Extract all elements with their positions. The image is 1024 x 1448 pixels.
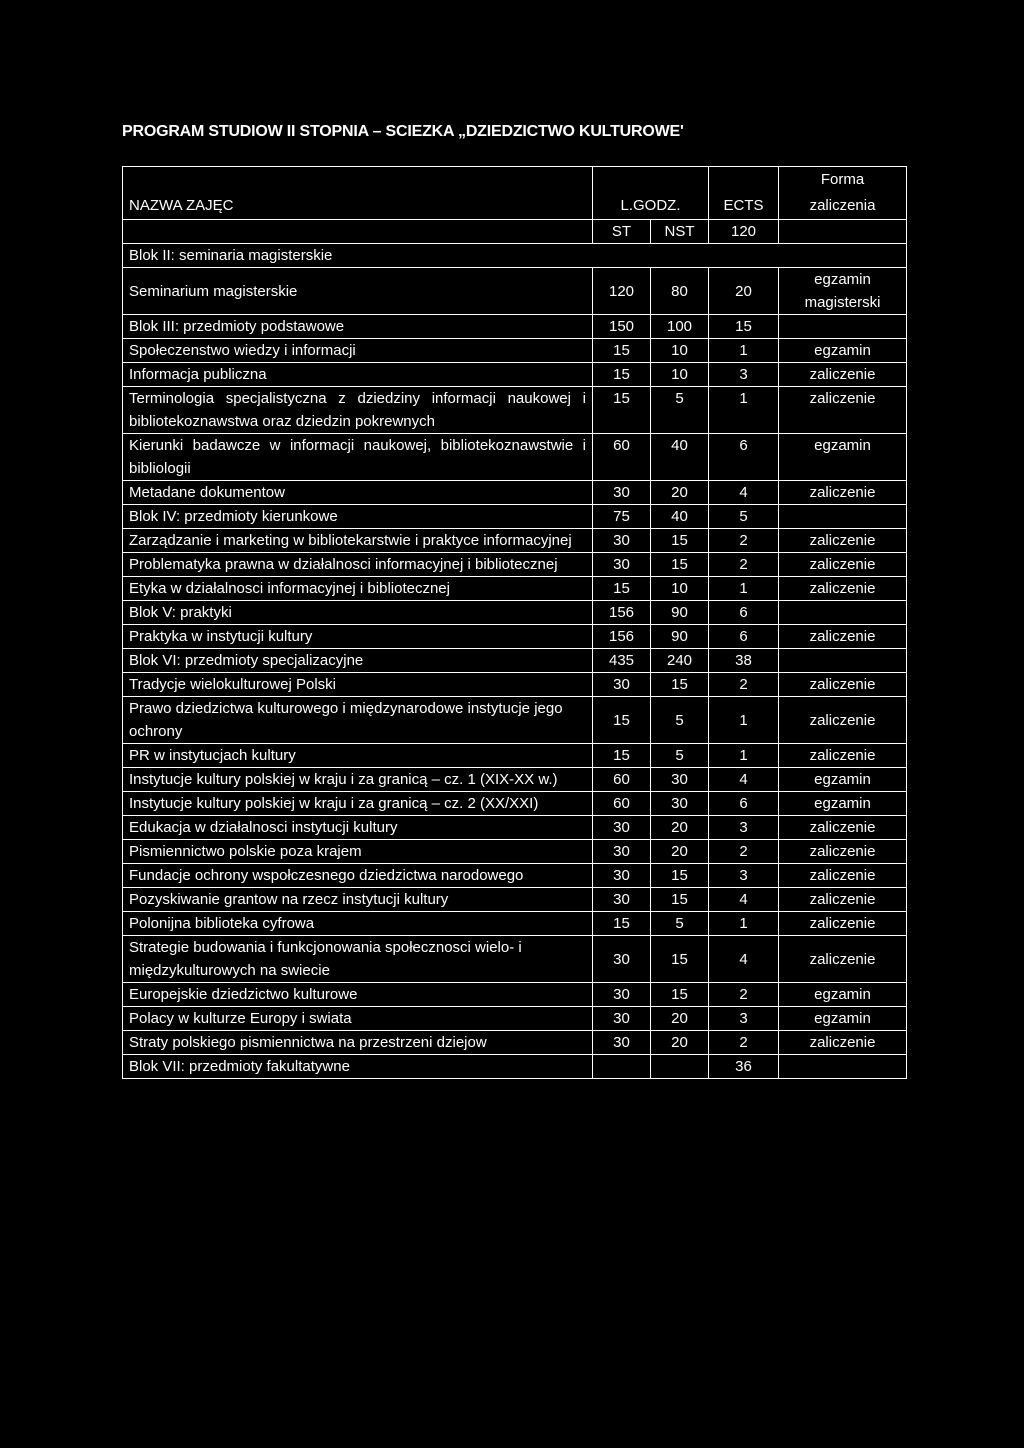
block-row bbox=[123, 244, 907, 268]
cell-nst: 15 bbox=[651, 529, 709, 553]
cell-ects: 1 bbox=[709, 697, 779, 744]
cell-nst: 15 bbox=[651, 983, 709, 1007]
cell-nst: 5 bbox=[651, 387, 709, 434]
cell-assessment-form: egzamin bbox=[779, 339, 907, 363]
cell-st: 156 bbox=[593, 601, 651, 625]
table-row bbox=[123, 912, 907, 936]
table-row bbox=[123, 387, 907, 434]
cell-nst: 15 bbox=[651, 864, 709, 888]
course-name: Praktyka w instytucji kultury bbox=[123, 625, 593, 649]
cell-st: 60 bbox=[593, 792, 651, 816]
cell-nst: 10 bbox=[651, 339, 709, 363]
cell-nst: 10 bbox=[651, 363, 709, 387]
cell-ects: 1 bbox=[709, 339, 779, 363]
cell-ects: 20 bbox=[709, 268, 779, 315]
table-row bbox=[123, 529, 907, 553]
course-name: Instytucje kultury polskiej w kraju i za granicą – cz. 1 (XIX-XX w.) bbox=[123, 768, 593, 792]
course-name: Społeczenstwo wiedzy i informacji bbox=[123, 339, 593, 363]
cell-assessment-form: egzamin bbox=[779, 1007, 907, 1031]
cell-st: 30 bbox=[593, 529, 651, 553]
cell-assessment-form: zaliczenie bbox=[779, 553, 907, 577]
cell-assessment-form: egzamin magisterski bbox=[779, 268, 907, 315]
course-name: Pozyskiwanie grantow na rzecz instytucji kultury bbox=[123, 888, 593, 912]
cell-st: 15 bbox=[593, 339, 651, 363]
cell-st: 30 bbox=[593, 1031, 651, 1055]
cell-assessment-form bbox=[779, 601, 907, 625]
cell-nst: 20 bbox=[651, 840, 709, 864]
cell-nst: 5 bbox=[651, 697, 709, 744]
block-row bbox=[123, 1055, 907, 1079]
cell-assessment-form: zaliczenie bbox=[779, 481, 907, 505]
cell-ects: 6 bbox=[709, 625, 779, 649]
cell-st: 15 bbox=[593, 577, 651, 601]
cell-ects: 38 bbox=[709, 649, 779, 673]
cell-assessment-form: zaliczenie bbox=[779, 625, 907, 649]
cell-ects: 1 bbox=[709, 744, 779, 768]
cell-nst: 5 bbox=[651, 912, 709, 936]
cell-st: 30 bbox=[593, 936, 651, 983]
cell-assessment-form: zaliczenie bbox=[779, 577, 907, 601]
cell-st: 15 bbox=[593, 387, 651, 434]
block-name: Blok V: praktyki bbox=[123, 601, 593, 625]
cell-st: 15 bbox=[593, 744, 651, 768]
cell-ects: 2 bbox=[709, 673, 779, 697]
course-name: Edukacja w działalnosci instytucji kultury bbox=[123, 816, 593, 840]
cell-assessment-form: zaliczenie bbox=[779, 387, 907, 434]
cell-ects: 2 bbox=[709, 840, 779, 864]
block-name: Blok IV: przedmioty kierunkowe bbox=[123, 505, 593, 529]
header-form-line2: zaliczenia bbox=[809, 197, 876, 214]
table-row bbox=[123, 1007, 907, 1031]
cell-st: 30 bbox=[593, 481, 651, 505]
cell-nst: 10 bbox=[651, 577, 709, 601]
table-row bbox=[123, 577, 907, 601]
cell-assessment-form: egzamin bbox=[779, 768, 907, 792]
table-row bbox=[123, 983, 907, 1007]
cell-st: 30 bbox=[593, 864, 651, 888]
subheader-nst: NST bbox=[651, 220, 709, 244]
cell-st: 75 bbox=[593, 505, 651, 529]
cell-st: 156 bbox=[593, 625, 651, 649]
cell-assessment-form: zaliczenie bbox=[779, 744, 907, 768]
course-name: Terminologia specjalistyczna z dziedziny informacji naukowej i bibliotekoznawstwa oraz dziedzin pokrewnych bbox=[123, 387, 593, 434]
cell-nst: 15 bbox=[651, 936, 709, 983]
cell-nst: 240 bbox=[651, 649, 709, 673]
header-course-name: NAZWA ZAJĘC bbox=[123, 167, 593, 220]
header-hours: L.GODZ. bbox=[593, 167, 709, 220]
course-name: Seminarium magisterskie bbox=[123, 268, 593, 315]
cell-nst: 80 bbox=[651, 268, 709, 315]
cell-assessment-form: zaliczenie bbox=[779, 864, 907, 888]
table-row bbox=[123, 744, 907, 768]
cell-ects: 4 bbox=[709, 768, 779, 792]
cell-assessment-form: egzamin bbox=[779, 983, 907, 1007]
cell-assessment-form: zaliczenie bbox=[779, 816, 907, 840]
cell-ects: 2 bbox=[709, 553, 779, 577]
table-row bbox=[123, 434, 907, 481]
table-row bbox=[123, 1031, 907, 1055]
cell-ects: 3 bbox=[709, 816, 779, 840]
course-name: Zarządzanie i marketing w bibliotekarstwie i praktyce informacyjnej bbox=[123, 529, 593, 553]
table-row bbox=[123, 936, 907, 983]
cell-nst: 100 bbox=[651, 315, 709, 339]
cell-ects: 3 bbox=[709, 1007, 779, 1031]
subheader-row bbox=[123, 220, 907, 244]
cell-nst: 20 bbox=[651, 1031, 709, 1055]
cell-nst: 40 bbox=[651, 434, 709, 481]
cell-assessment-form: zaliczenie bbox=[779, 840, 907, 864]
table-row bbox=[123, 553, 907, 577]
course-name: Informacja publiczna bbox=[123, 363, 593, 387]
course-name: Polonijna biblioteka cyfrowa bbox=[123, 912, 593, 936]
course-name: Kierunki badawcze w informacji naukowej, bibliotekoznawstwie i bibliologii bbox=[123, 434, 593, 481]
cell-nst: 90 bbox=[651, 625, 709, 649]
course-name: Metadane dokumentow bbox=[123, 481, 593, 505]
cell-nst: 90 bbox=[651, 601, 709, 625]
course-name: Etyka w działalnosci informacyjnej i bibliotecznej bbox=[123, 577, 593, 601]
cell-st: 15 bbox=[593, 363, 651, 387]
cell-ects: 1 bbox=[709, 912, 779, 936]
table-row bbox=[123, 481, 907, 505]
table-row bbox=[123, 673, 907, 697]
cell-assessment-form bbox=[779, 1055, 907, 1079]
block-row bbox=[123, 649, 907, 673]
cell-nst: 15 bbox=[651, 673, 709, 697]
cell-st: 30 bbox=[593, 840, 651, 864]
course-name: Polacy w kulturze Europy i swiata bbox=[123, 1007, 593, 1031]
course-name: PR w instytucjach kultury bbox=[123, 744, 593, 768]
block-row bbox=[123, 315, 907, 339]
cell-st: 150 bbox=[593, 315, 651, 339]
course-name: Straty polskiego pismiennictwa na przestrzeni dziejow bbox=[123, 1031, 593, 1055]
cell-ects: 6 bbox=[709, 601, 779, 625]
table-row bbox=[123, 840, 907, 864]
table-row bbox=[123, 339, 907, 363]
course-name: Europejskie dziedzictwo kulturowe bbox=[123, 983, 593, 1007]
cell-st: 30 bbox=[593, 673, 651, 697]
subheader-empty bbox=[123, 220, 593, 244]
cell-ects: 1 bbox=[709, 387, 779, 434]
cell-nst: 20 bbox=[651, 481, 709, 505]
document-title: PROGRAM STUDIOW II STOPNIA – SCIEZKA „DZIEDZICTWO KULTUROWE' bbox=[122, 123, 684, 140]
cell-assessment-form: zaliczenie bbox=[779, 912, 907, 936]
block-row bbox=[123, 601, 907, 625]
cell-nst: 30 bbox=[651, 792, 709, 816]
cell-st: 60 bbox=[593, 434, 651, 481]
cell-assessment-form: zaliczenie bbox=[779, 363, 907, 387]
cell-nst: 20 bbox=[651, 1007, 709, 1031]
cell-assessment-form: zaliczenie bbox=[779, 529, 907, 553]
cell-ects: 6 bbox=[709, 434, 779, 481]
cell-ects: 1 bbox=[709, 577, 779, 601]
course-name: Strategie budowania i funkcjonowania społecznosci wielo- i międzykulturowych na swiecie bbox=[123, 936, 593, 983]
cell-st: 15 bbox=[593, 697, 651, 744]
table-row bbox=[123, 625, 907, 649]
cell-st: 15 bbox=[593, 912, 651, 936]
cell-assessment-form: zaliczenie bbox=[779, 673, 907, 697]
course-name: Pismiennictwo polskie poza krajem bbox=[123, 840, 593, 864]
block-name: Blok VII: przedmioty fakultatywne bbox=[123, 1055, 593, 1079]
block-name: Blok II: seminaria magisterskie bbox=[123, 244, 907, 268]
cell-st: 30 bbox=[593, 553, 651, 577]
cell-st: 30 bbox=[593, 816, 651, 840]
cell-st: 60 bbox=[593, 768, 651, 792]
table-row bbox=[123, 864, 907, 888]
cell-ects: 6 bbox=[709, 792, 779, 816]
table-row bbox=[123, 768, 907, 792]
block-name: Blok III: przedmioty podstawowe bbox=[123, 315, 593, 339]
cell-assessment-form: egzamin bbox=[779, 792, 907, 816]
cell-ects: 2 bbox=[709, 529, 779, 553]
cell-assessment-form bbox=[779, 505, 907, 529]
cell-st: 30 bbox=[593, 983, 651, 1007]
cell-ects: 2 bbox=[709, 1031, 779, 1055]
course-name: Prawo dziedzictwa kulturowego i międzynarodowe instytucje jego ochrony bbox=[123, 697, 593, 744]
table-row bbox=[123, 792, 907, 816]
cell-st: 30 bbox=[593, 888, 651, 912]
cell-assessment-form bbox=[779, 649, 907, 673]
cell-assessment-form: zaliczenie bbox=[779, 1031, 907, 1055]
course-name: Problematyka prawna w działalnosci informacyjnej i bibliotecznej bbox=[123, 553, 593, 577]
cell-nst: 40 bbox=[651, 505, 709, 529]
cell-assessment-form bbox=[779, 315, 907, 339]
subheader-ects-total: 120 bbox=[709, 220, 779, 244]
cell-ects: 3 bbox=[709, 363, 779, 387]
cell-ects: 4 bbox=[709, 481, 779, 505]
cell-ects: 5 bbox=[709, 505, 779, 529]
block-row bbox=[123, 505, 907, 529]
cell-assessment-form: zaliczenie bbox=[779, 936, 907, 983]
course-name: Fundacje ochrony wspołczesnego dziedzictwa narodowego bbox=[123, 864, 593, 888]
table-row bbox=[123, 888, 907, 912]
course-name: Instytucje kultury polskiej w kraju i za granicą – cz. 2 (XX/XXI) bbox=[123, 792, 593, 816]
table-row bbox=[123, 697, 907, 744]
subheader-st: ST bbox=[593, 220, 651, 244]
cell-nst: 20 bbox=[651, 816, 709, 840]
table-row bbox=[123, 268, 907, 315]
study-program-table bbox=[122, 166, 907, 1079]
cell-st: 120 bbox=[593, 268, 651, 315]
subheader-form-empty bbox=[779, 220, 907, 244]
cell-nst: 30 bbox=[651, 768, 709, 792]
block-name: Blok VI: przedmioty specjalizacyjne bbox=[123, 649, 593, 673]
cell-ects: 4 bbox=[709, 888, 779, 912]
cell-ects: 36 bbox=[709, 1055, 779, 1079]
cell-nst bbox=[651, 1055, 709, 1079]
cell-ects: 3 bbox=[709, 864, 779, 888]
cell-assessment-form: egzamin bbox=[779, 434, 907, 481]
course-name: Tradycje wielokulturowej Polski bbox=[123, 673, 593, 697]
cell-nst: 15 bbox=[651, 888, 709, 912]
cell-ects: 15 bbox=[709, 315, 779, 339]
cell-st bbox=[593, 1055, 651, 1079]
cell-st: 30 bbox=[593, 1007, 651, 1031]
header-row bbox=[123, 167, 907, 220]
table-row bbox=[123, 816, 907, 840]
cell-ects: 2 bbox=[709, 983, 779, 1007]
cell-nst: 5 bbox=[651, 744, 709, 768]
cell-st: 435 bbox=[593, 649, 651, 673]
cell-assessment-form: zaliczenie bbox=[779, 697, 907, 744]
header-ects: ECTS bbox=[709, 167, 779, 220]
cell-ects: 4 bbox=[709, 936, 779, 983]
cell-assessment-form: zaliczenie bbox=[779, 888, 907, 912]
header-assessment-form bbox=[779, 167, 907, 220]
header-form-line1: Forma bbox=[820, 171, 865, 188]
cell-nst: 15 bbox=[651, 553, 709, 577]
table-row bbox=[123, 363, 907, 387]
